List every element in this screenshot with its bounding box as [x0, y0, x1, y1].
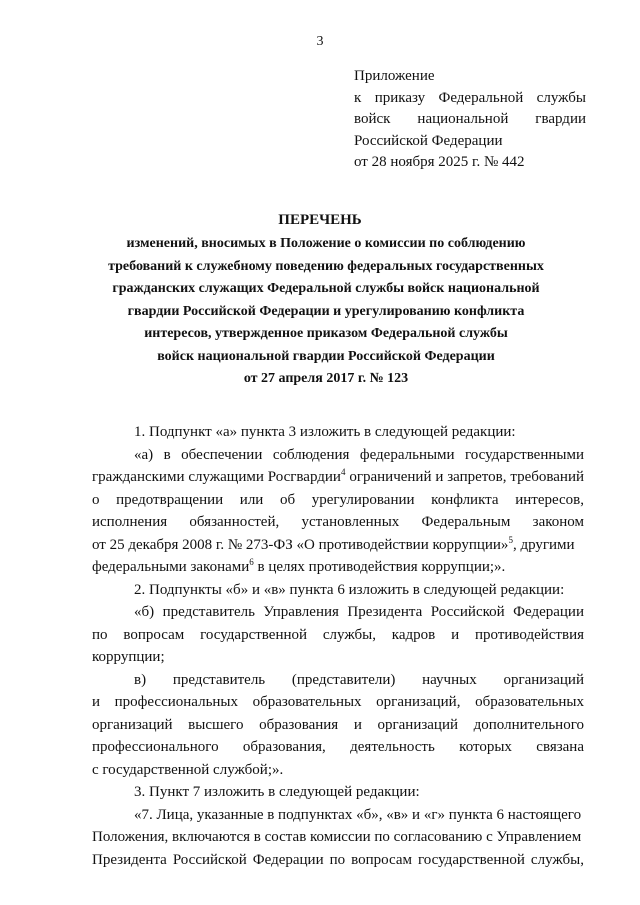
appendix-line: к приказу Федеральной службы: [354, 89, 586, 106]
paragraph-line: профессионального образования, деятельность которых связана: [92, 739, 584, 755]
subtitle-line: интересов, утвержденное приказом Федеральной службы: [144, 326, 508, 341]
paragraph-line: организаций высшего образования и организаций дополнительного: [92, 716, 584, 733]
appendix-line: войск национальной гвардии: [354, 111, 586, 127]
text-run: в целях противодействия коррупции;».: [253, 559, 506, 575]
subtitle-line: от 27 апреля 2017 г. № 123: [243, 371, 409, 386]
appendix-line: от 28 ноября 2025 г. № 442: [354, 154, 525, 170]
footnote-ref: 4: [340, 467, 346, 477]
footnote-ref: 6: [249, 557, 254, 567]
paragraph-line: в) представитель (представители) научных организаций: [134, 671, 584, 688]
paragraph-line: о предотвращении или об урегулировании конфликта интересов,: [92, 491, 584, 508]
text-run: от 25 декабря 2008 г. № 273-ФЗ «О противодействии коррупции»: [92, 536, 509, 553]
document-body: [92, 421, 584, 871]
paragraph-line: 1. Подпункт «а» пункта 3 изложить в следующей редакции:: [134, 424, 516, 440]
subtitle-line: изменений, вносимых в Положение о комиссии по соблюдению: [126, 236, 526, 251]
paragraph-line: Положения, включаются в состав комиссии по согласованию с Управлением: [92, 829, 582, 845]
subtitle-line: требований к служебному поведению федеральных государственных: [108, 258, 544, 274]
subtitle-line: войск национальной гвардии Российской Федерации: [157, 348, 495, 364]
appendix-line: Приложение: [354, 68, 435, 84]
document-subtitle: [80, 233, 572, 391]
appendix-header: [354, 66, 586, 174]
paragraph-line: 3. Пункт 7 изложить в следующей редакции:: [134, 784, 420, 800]
paragraph-line: «7. Лица, указанные в подпунктах «б», «в» и «г» пункта 6 настоящего: [134, 806, 582, 823]
page-number: 3: [316, 34, 324, 49]
paragraph-line: «а) в обеспечении соблюдения федеральными государственными: [134, 446, 584, 463]
paragraph-line: [92, 556, 584, 579]
paragraph-line: 2. Подпункты «б» и «в» пункта 6 изложить в следующей редакции:: [134, 581, 565, 598]
subtitle-line: гвардии Российской Федерации и урегулированию конфликта: [127, 303, 525, 319]
document-title: ПЕРЕЧЕНЬ: [278, 212, 362, 228]
paragraph-line: [92, 466, 584, 489]
paragraph-line: «б) представитель Управления Президента Российской Федерации: [134, 604, 584, 620]
paragraph-line: по вопросам государственной службы, кадров и противодействия: [92, 626, 584, 643]
text-run: федеральными законами: [92, 559, 250, 575]
paragraph-line: с государственной службой;».: [92, 761, 284, 778]
paragraph-line: Президента Российской Федерации по вопросам государственной службы,: [92, 851, 584, 868]
text-run: ограничений и запретов, требований: [345, 469, 585, 485]
subtitle-line: гражданских служащих Федеральной службы войск национальной: [112, 281, 540, 296]
appendix-line: Российской Федерации: [354, 132, 503, 149]
paragraph-line: исполнения обязанностей, установленных Федеральным законом: [92, 514, 584, 530]
paragraph-line: [92, 534, 584, 557]
paragraph-line: коррупции;: [92, 649, 165, 665]
paragraph-line: и профессиональных образовательных организаций, образовательных: [92, 694, 584, 710]
text-run: , другими: [512, 536, 575, 553]
footnote-ref: 5: [508, 534, 513, 545]
text-run: гражданскими служащими Росгвардии: [92, 469, 341, 485]
